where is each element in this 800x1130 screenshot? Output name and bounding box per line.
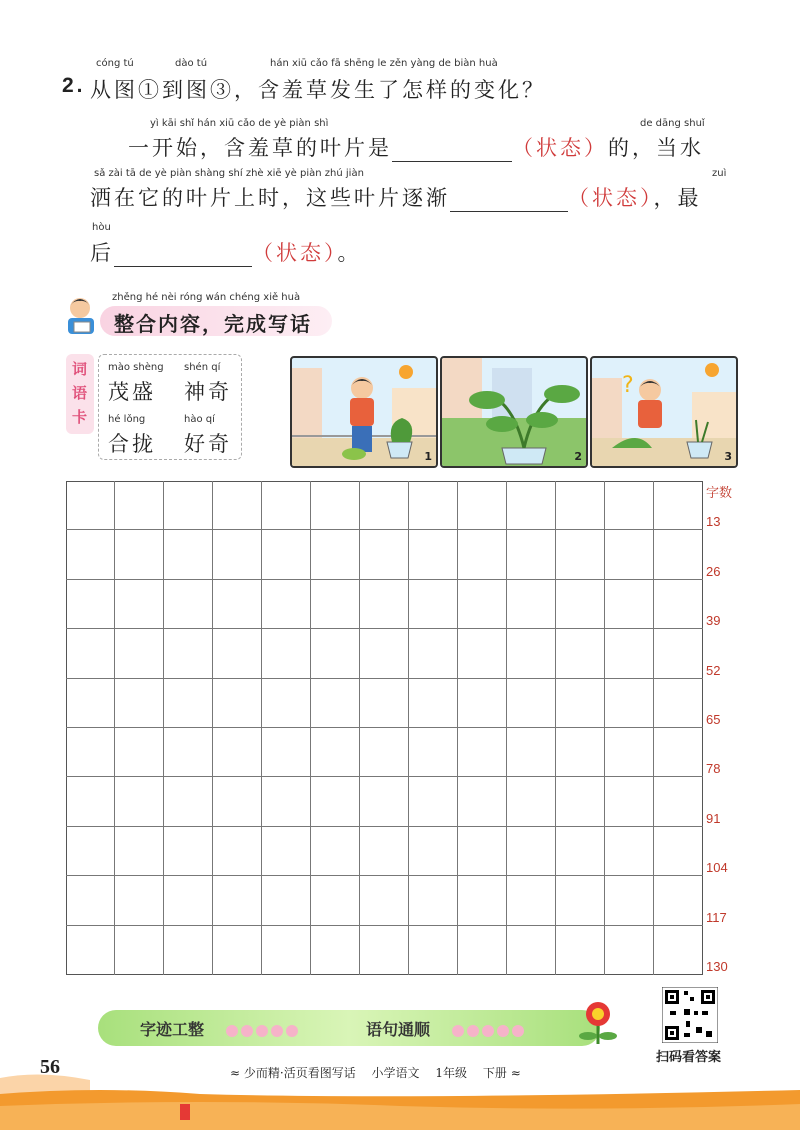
grid-cell[interactable] bbox=[409, 580, 458, 629]
grid-cell[interactable] bbox=[115, 777, 164, 826]
grid-cell[interactable] bbox=[213, 530, 262, 579]
grid-cell[interactable] bbox=[605, 481, 654, 530]
grid-cell[interactable] bbox=[213, 629, 262, 678]
eval-right-label: 语句通顺 bbox=[366, 1020, 431, 1039]
grid-cell[interactable] bbox=[507, 679, 556, 728]
grid-cell[interactable] bbox=[115, 728, 164, 777]
grid-cell[interactable] bbox=[360, 629, 409, 678]
line1-post: 的，当水 bbox=[608, 136, 704, 160]
grid-cell[interactable] bbox=[213, 827, 262, 876]
word2: 神奇 bbox=[184, 380, 232, 404]
word1-pinyin: mào shèng bbox=[108, 362, 164, 373]
eval-right-dots[interactable] bbox=[452, 1020, 527, 1039]
grid-cell[interactable] bbox=[458, 827, 507, 876]
grid-cell[interactable] bbox=[409, 777, 458, 826]
word3-pinyin: hé lǒng bbox=[108, 414, 146, 425]
footer-info bbox=[230, 1064, 521, 1081]
panel-number-2: 2 bbox=[574, 450, 582, 463]
grid-cell[interactable] bbox=[507, 530, 556, 579]
grid-cell[interactable] bbox=[654, 481, 703, 530]
grid-cell[interactable] bbox=[66, 728, 115, 777]
line3-pre: 后 bbox=[90, 241, 114, 265]
section-header bbox=[60, 292, 332, 338]
grid-cell[interactable] bbox=[164, 827, 213, 876]
grid-cell[interactable] bbox=[507, 728, 556, 777]
grid-cell[interactable] bbox=[115, 679, 164, 728]
svg-text:?: ? bbox=[622, 373, 634, 398]
eval-left-dots[interactable] bbox=[226, 1020, 301, 1039]
q2-text: 从图①到图③，含羞草发生了怎样的变化？ bbox=[90, 78, 546, 102]
line2-tag: （状态） bbox=[568, 186, 654, 210]
grid-cell[interactable] bbox=[654, 530, 703, 579]
picture-panel-3 bbox=[590, 356, 738, 468]
grid-cell[interactable] bbox=[115, 530, 164, 579]
line1-pinyin: yì kāi shǐ hán xiū cǎo de yè piàn shì bbox=[150, 118, 329, 129]
grid-cell[interactable] bbox=[458, 728, 507, 777]
grid-cell[interactable] bbox=[66, 580, 115, 629]
grid-cell[interactable] bbox=[360, 926, 409, 975]
grid-cell[interactable] bbox=[164, 679, 213, 728]
grid-cell[interactable] bbox=[556, 827, 605, 876]
q2-number: 2. bbox=[62, 74, 86, 97]
grid-cell[interactable] bbox=[360, 580, 409, 629]
grid-cell[interactable] bbox=[605, 827, 654, 876]
grid-cell[interactable] bbox=[654, 580, 703, 629]
line2-pinyin-right: zuì bbox=[712, 168, 727, 179]
grid-cell[interactable] bbox=[311, 926, 360, 975]
grid-cell[interactable] bbox=[409, 481, 458, 530]
grid-cell[interactable] bbox=[66, 481, 115, 530]
grid-cell[interactable] bbox=[507, 827, 556, 876]
grid-cell[interactable] bbox=[213, 926, 262, 975]
grid-cell[interactable] bbox=[66, 827, 115, 876]
grid-cell[interactable] bbox=[605, 876, 654, 925]
grid-cell[interactable] bbox=[213, 679, 262, 728]
grid-cell[interactable] bbox=[556, 777, 605, 826]
grid-cell[interactable] bbox=[311, 728, 360, 777]
wordcard-label-3: 卡 bbox=[72, 408, 88, 426]
grid-cell[interactable] bbox=[556, 679, 605, 728]
grid-cell[interactable] bbox=[654, 777, 703, 826]
grid-cell[interactable] bbox=[556, 728, 605, 777]
reading-child-icon bbox=[60, 294, 104, 338]
grid-cell[interactable] bbox=[311, 679, 360, 728]
word1: 茂盛 bbox=[108, 380, 156, 404]
grid-cell[interactable] bbox=[556, 629, 605, 678]
grid-cell[interactable] bbox=[213, 876, 262, 925]
line2 bbox=[90, 182, 702, 212]
grid-cell[interactable] bbox=[605, 679, 654, 728]
word-count-marker: 104 bbox=[706, 860, 728, 876]
grid-cell[interactable] bbox=[164, 580, 213, 629]
line1 bbox=[128, 132, 704, 162]
grid-cell[interactable] bbox=[507, 926, 556, 975]
line1-tag: （状态） bbox=[512, 136, 608, 160]
word-count-marker: 65 bbox=[706, 712, 721, 727]
wordcard-label-1: 词 bbox=[72, 360, 88, 378]
grid-cell[interactable] bbox=[556, 481, 605, 530]
star-dot[interactable] bbox=[482, 1025, 494, 1037]
line3-tag: （状态） bbox=[252, 241, 338, 265]
word-count-marker: 91 bbox=[706, 810, 721, 826]
grid-cell[interactable] bbox=[605, 580, 654, 629]
q2-pinyin-1: cóng tú bbox=[96, 58, 134, 69]
grid-cell[interactable] bbox=[115, 926, 164, 975]
line1-pinyin-right: de dāng shuǐ bbox=[640, 118, 705, 129]
star-dot[interactable] bbox=[286, 1025, 298, 1037]
grid-cell[interactable] bbox=[66, 777, 115, 826]
grid-cell[interactable] bbox=[311, 876, 360, 925]
grid-cell[interactable] bbox=[164, 876, 213, 925]
grid-cell[interactable] bbox=[311, 777, 360, 826]
grid-cell[interactable] bbox=[262, 481, 311, 530]
grid-cell[interactable] bbox=[262, 629, 311, 678]
line3 bbox=[90, 237, 362, 267]
grid-cell[interactable] bbox=[360, 679, 409, 728]
grid-cell[interactable] bbox=[556, 926, 605, 975]
grid-cell[interactable] bbox=[458, 481, 507, 530]
star-dot[interactable] bbox=[256, 1025, 268, 1037]
grid-cell[interactable] bbox=[311, 629, 360, 678]
page-number: 56 bbox=[40, 1056, 60, 1078]
grid-cell[interactable] bbox=[66, 679, 115, 728]
grid-cell[interactable] bbox=[409, 629, 458, 678]
word-count-marker: 26 bbox=[706, 563, 721, 579]
wordcard-label-2: 语 bbox=[72, 384, 88, 402]
grid-cell[interactable] bbox=[262, 530, 311, 579]
grid-cell[interactable] bbox=[458, 777, 507, 826]
star-dot[interactable] bbox=[452, 1025, 464, 1037]
word-count-marker: 117 bbox=[706, 909, 727, 925]
grid-cell[interactable] bbox=[311, 827, 360, 876]
footer-volume: 下册 bbox=[482, 1066, 507, 1080]
grid-cell[interactable] bbox=[164, 728, 213, 777]
grid-cell[interactable] bbox=[262, 926, 311, 975]
picture-panel-1 bbox=[290, 356, 438, 468]
wordcard bbox=[66, 354, 242, 462]
grid-cell[interactable] bbox=[654, 876, 703, 925]
grid-cell[interactable] bbox=[262, 876, 311, 925]
grid-cell[interactable] bbox=[605, 629, 654, 678]
grid-cell[interactable] bbox=[262, 777, 311, 826]
grid-cell[interactable] bbox=[507, 629, 556, 678]
line3-blank[interactable] bbox=[114, 244, 252, 267]
footer-deco-left: ≈ bbox=[230, 1066, 241, 1080]
footer-deco-right: ≈ bbox=[510, 1066, 521, 1080]
grid-cell[interactable] bbox=[507, 777, 556, 826]
word-count-marker: 130 bbox=[706, 959, 728, 974]
star-dot[interactable] bbox=[512, 1025, 524, 1037]
star-dot[interactable] bbox=[497, 1025, 509, 1037]
grid-cell[interactable] bbox=[409, 530, 458, 579]
grid-cell[interactable] bbox=[654, 679, 703, 728]
grid-cell[interactable] bbox=[164, 629, 213, 678]
word-count-marker: 52 bbox=[706, 662, 721, 678]
grid-cell[interactable] bbox=[556, 876, 605, 925]
grid-cell[interactable] bbox=[458, 876, 507, 925]
qr-label: 扫码看答案 bbox=[656, 1050, 722, 1065]
star-dot[interactable] bbox=[241, 1025, 253, 1037]
grid-cell[interactable] bbox=[409, 679, 458, 728]
grid-cell[interactable] bbox=[507, 876, 556, 925]
grid-cell[interactable] bbox=[654, 827, 703, 876]
q2-pinyin-2: dào tú bbox=[175, 58, 208, 69]
grid-cell[interactable] bbox=[311, 481, 360, 530]
grid-cell[interactable] bbox=[605, 728, 654, 777]
grid-cell[interactable] bbox=[164, 777, 213, 826]
line3-pinyin: hòu bbox=[92, 222, 111, 233]
footer-grade: 1年级 bbox=[435, 1066, 468, 1080]
grid-cell[interactable] bbox=[213, 728, 262, 777]
grid-cell[interactable] bbox=[360, 777, 409, 826]
panel3-scene bbox=[592, 358, 736, 466]
grid-cell[interactable] bbox=[654, 728, 703, 777]
grid-cell[interactable] bbox=[164, 926, 213, 975]
grid-cell[interactable] bbox=[262, 580, 311, 629]
grid-cell[interactable] bbox=[458, 679, 507, 728]
grid-cell[interactable] bbox=[164, 481, 213, 530]
word4-pinyin: hào qí bbox=[184, 414, 215, 425]
footer-subject: 小学语文 bbox=[371, 1066, 420, 1080]
line2-post: ，最 bbox=[653, 186, 702, 210]
grid-cell[interactable] bbox=[605, 926, 654, 975]
grid-cell[interactable] bbox=[115, 481, 164, 530]
qr-code-icon[interactable] bbox=[662, 987, 718, 1043]
word-count-label: 字数 bbox=[706, 485, 733, 500]
grid-cell[interactable] bbox=[262, 679, 311, 728]
grid-cell[interactable] bbox=[458, 629, 507, 678]
grid-cell[interactable] bbox=[311, 580, 360, 629]
word-count-marker: 13 bbox=[706, 514, 721, 530]
line2-pre: 洒在它的叶片上时，这些叶片逐渐 bbox=[90, 186, 450, 210]
word-count-marker: 78 bbox=[706, 761, 721, 777]
panel2-scene bbox=[442, 358, 586, 466]
grid-cell[interactable] bbox=[360, 728, 409, 777]
word-count-marker: 39 bbox=[706, 613, 721, 629]
grid-cell[interactable] bbox=[458, 530, 507, 579]
star-dot[interactable] bbox=[226, 1025, 238, 1037]
grid-cell[interactable] bbox=[360, 481, 409, 530]
grid-cell[interactable] bbox=[605, 530, 654, 579]
grid-cell[interactable] bbox=[360, 530, 409, 579]
word4: 好奇 bbox=[184, 432, 232, 456]
grid-cell[interactable] bbox=[458, 580, 507, 629]
grid-cell[interactable] bbox=[213, 777, 262, 826]
grid-cell[interactable] bbox=[262, 728, 311, 777]
grid-cell[interactable] bbox=[654, 629, 703, 678]
grid-cell[interactable] bbox=[409, 926, 458, 975]
grid-cell[interactable] bbox=[213, 481, 262, 530]
grid-cell[interactable] bbox=[115, 580, 164, 629]
grid-cell[interactable] bbox=[409, 876, 458, 925]
line1-blank[interactable] bbox=[392, 139, 512, 162]
star-dot[interactable] bbox=[467, 1025, 479, 1037]
section-pinyin: zhěng hé nèi róng wán chéng xiě huà bbox=[112, 292, 301, 303]
grid-cell[interactable] bbox=[654, 926, 703, 975]
grid-cell[interactable] bbox=[605, 777, 654, 826]
grid-cell[interactable] bbox=[360, 827, 409, 876]
line2-pinyin: sǎ zài tā de yè piàn shàng shí zhè xiē yè piàn zhú jiàn bbox=[94, 168, 364, 179]
panel1-scene bbox=[292, 358, 436, 466]
grid-cell[interactable] bbox=[115, 827, 164, 876]
line1-pre: 一开始，含羞草的叶片是 bbox=[128, 136, 392, 160]
footer-series: 少而精·活页看图写话 bbox=[243, 1066, 356, 1080]
grid-cell[interactable] bbox=[507, 580, 556, 629]
word3: 合拢 bbox=[108, 432, 156, 456]
grid-cell[interactable] bbox=[115, 876, 164, 925]
flower-icon bbox=[576, 998, 620, 1046]
grid-cell[interactable] bbox=[66, 876, 115, 925]
grid-cell[interactable] bbox=[458, 926, 507, 975]
grid-cell[interactable] bbox=[115, 629, 164, 678]
grid-cell[interactable] bbox=[311, 530, 360, 579]
section-title: 整合内容，完成写话 bbox=[114, 312, 312, 336]
grid-cell[interactable] bbox=[507, 481, 556, 530]
eval-left-label: 字迹工整 bbox=[140, 1020, 205, 1039]
grid-cell[interactable] bbox=[66, 629, 115, 678]
line2-blank[interactable] bbox=[450, 189, 568, 212]
line3-post: 。 bbox=[337, 241, 362, 265]
grid-cell[interactable] bbox=[556, 530, 605, 579]
panel-number-3: 3 bbox=[724, 450, 732, 463]
grid-cell[interactable] bbox=[360, 876, 409, 925]
star-dot[interactable] bbox=[271, 1025, 283, 1037]
grid-cell[interactable] bbox=[164, 530, 213, 579]
q2-pinyin-3: hán xiū cǎo fā shēng le zěn yàng de biàn huà bbox=[270, 58, 498, 69]
grid-cell[interactable] bbox=[409, 827, 458, 876]
grid-cell[interactable] bbox=[409, 728, 458, 777]
grid-cell[interactable] bbox=[556, 580, 605, 629]
grid-cell[interactable] bbox=[213, 580, 262, 629]
grid-cell[interactable] bbox=[262, 827, 311, 876]
grid-cell[interactable] bbox=[66, 926, 115, 975]
panel-number-1: 1 bbox=[424, 450, 432, 463]
word2-pinyin: shén qí bbox=[184, 362, 221, 373]
picture-panel-2 bbox=[440, 356, 588, 468]
grid-cell[interactable] bbox=[66, 530, 115, 579]
